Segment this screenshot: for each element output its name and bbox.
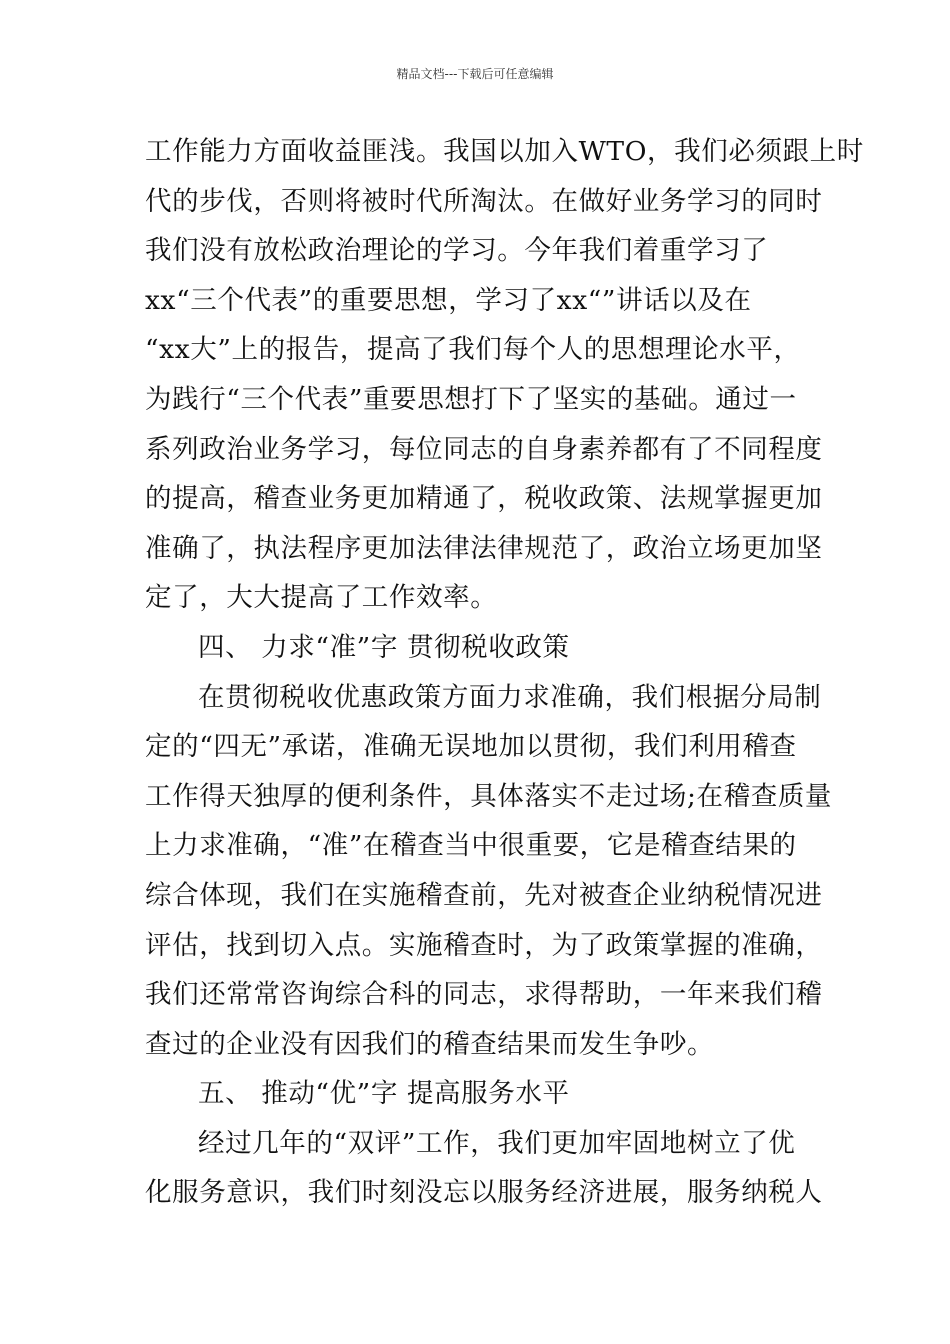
text-line: 定了，大大提高了工作效率。: [145, 582, 498, 614]
text-line: 评估，找到切入点。实施稽查时，为了政策掌握的准确，: [145, 929, 823, 961]
text-line: 的提高，稽查业务更加精通了，税收政策、法规掌握更加: [145, 483, 823, 515]
text-line: 经过几年的“双评”工作，我们更加牢固地树立了优: [198, 1127, 796, 1159]
text-line: 综合体现，我们在实施稽查前，先对被查企业纳税情况进: [145, 879, 823, 911]
page-header: 精品文档---下载后可任意编辑: [396, 67, 554, 81]
text-line: “xx大”上的报告，提高了我们每个人的思想理论水平，: [145, 334, 801, 366]
text-line: 定的“四无”承诺，准确无误地加以贯彻，我们利用稽查: [145, 731, 797, 763]
text-line: 我们还常常咨询综合科的同志，求得帮助，一年来我们稽: [145, 979, 823, 1011]
text-line: 准确了，执法程序更加法律法律规范了，政治立场更加坚: [145, 532, 823, 564]
section-heading: 四、 力求“准”字 贯彻税收政策: [198, 631, 570, 663]
text-line: 我们没有放松政治理论的学习。今年我们着重学习了: [145, 235, 769, 267]
text-line: 为践行“三个代表”重要思想打下了坚实的基础。通过一: [145, 383, 797, 415]
text-line: 上力求准确，“准”在稽查当中很重要，它是稽查结果的: [145, 830, 797, 862]
section-heading: 五、 推动“优”字 提高服务水平: [198, 1078, 570, 1110]
text-line: 化服务意识，我们时刻没忘以服务经济进展，服务纳税人: [145, 1177, 823, 1209]
text-line: 系列政治业务学习，每位同志的自身素养都有了不同程度: [145, 433, 823, 465]
text-line: xx“三个代表”的重要思想，学习了xx“”讲话以及在: [145, 284, 752, 316]
text-line: 工作得天独厚的便利条件，具体落实不走过场;在稽查质量: [145, 780, 833, 812]
text-line: 查过的企业没有因我们的稽查结果而发生争吵。: [145, 1028, 715, 1060]
text-line: 工作能力方面收益匪浅。我国以加入WTO，我们必须跟上时: [145, 136, 864, 167]
text-line: 在贯彻税收优惠政策方面力求准确，我们根据分局制: [198, 681, 822, 713]
text-line: 代的步伐，否则将被时代所淘汰。在做好业务学习的同时: [145, 185, 823, 217]
document-body: [145, 127, 864, 1218]
